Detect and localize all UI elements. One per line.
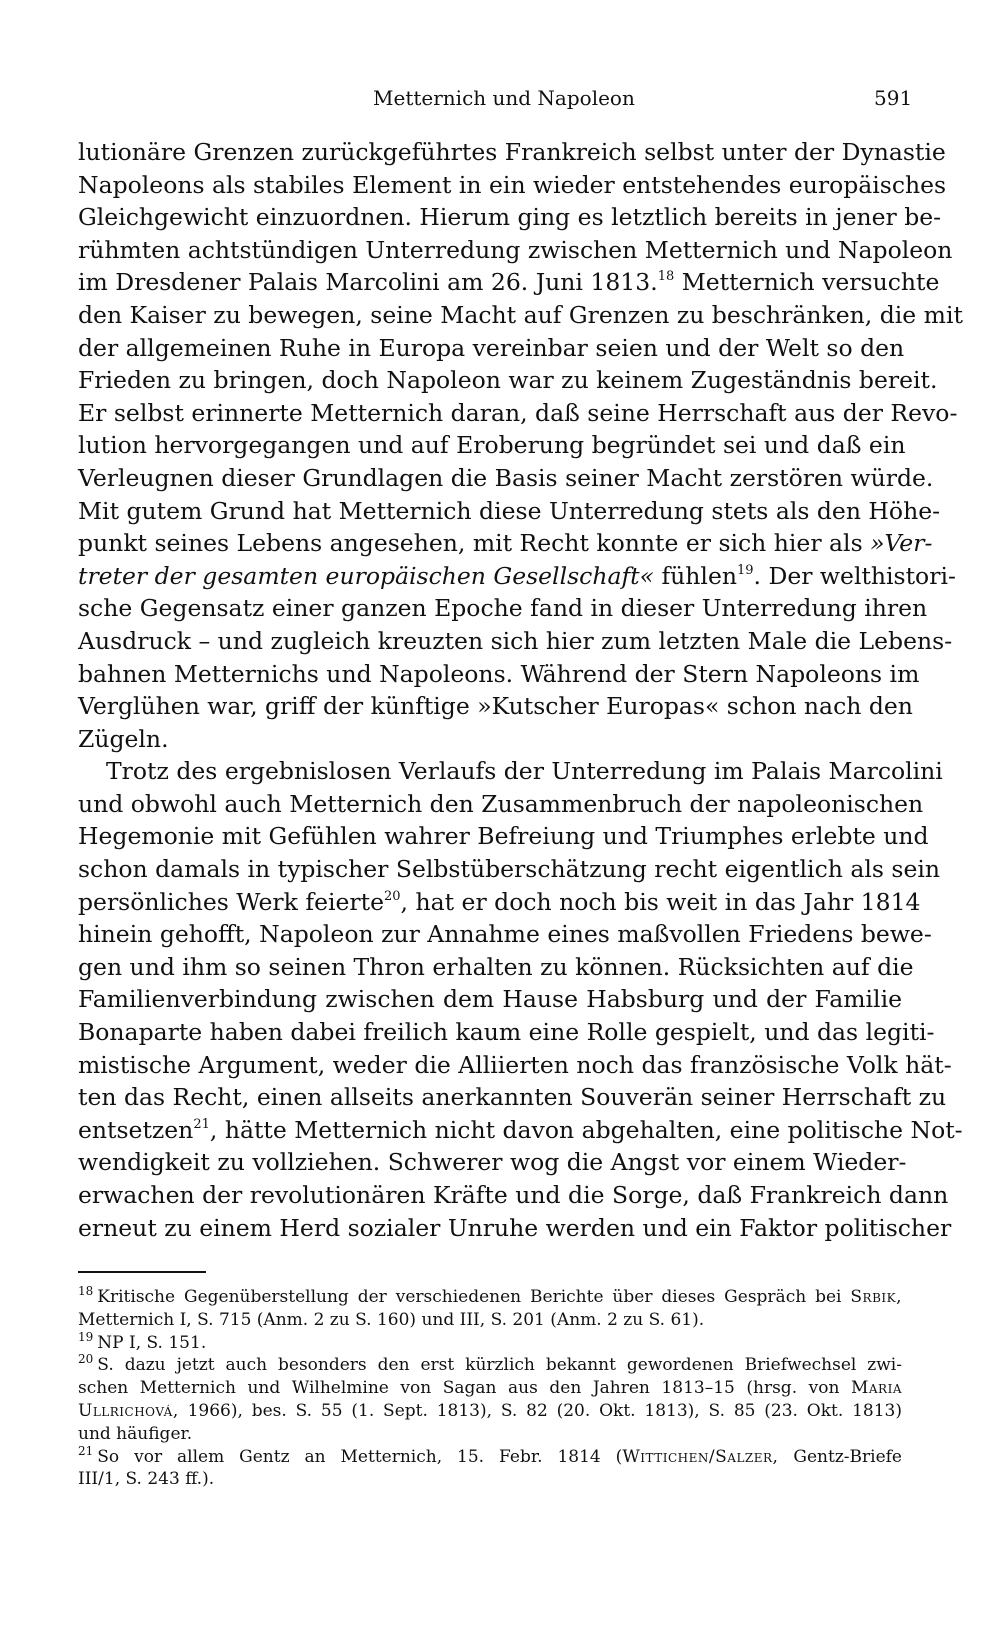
footnote-number: 21 <box>78 1443 94 1458</box>
text-line: sche Gegensatz einer ganzen Epoche fand in dieser Unterredung ihren <box>78 594 928 623</box>
text-line: mistische Argument, weder die Alliierten noch das französische Volk hät- <box>78 1050 952 1079</box>
text-run: fühlen <box>653 561 737 590</box>
text-line: Er selbst erinnerte Metternich daran, daß seine Herrschaft aus der Revo- <box>78 398 958 427</box>
text-line: den Kaiser zu bewegen, seine Macht auf Grenzen zu beschränken, die mit <box>78 300 963 329</box>
italic-text: treter der gesamten europäischen Gesellschaft« <box>78 561 654 590</box>
text-run: entsetzen <box>78 1115 194 1144</box>
footnote-line <box>78 1309 902 1332</box>
text-run: Metternich versuchte <box>674 268 940 297</box>
text-line: ten das Recht, einen allseits anerkannten Souverän seiner Herrschaft zu <box>78 1083 947 1112</box>
text-line: Verglühen war, griff der künftige »Kutscher Europas« schon nach den <box>78 692 913 721</box>
text-line: Mit gutem Grund hat Metternich diese Unterredung stets als den Höhe- <box>78 496 941 525</box>
page-number: 591 <box>874 86 913 110</box>
footnote-rule <box>78 1271 206 1273</box>
text-run: So vor allem Gentz an Metternich, 15. Febr. 1814 ( <box>97 1446 623 1467</box>
running-title: Metternich und Napoleon <box>373 86 635 110</box>
text-line <box>78 527 933 560</box>
text-line <box>78 886 921 919</box>
text-run: 1966), bes. S. 55 (1. Sept. 1813), S. 82 (20. Okt. 1813), S. 85 (23. Okt. 1813) <box>178 1400 902 1421</box>
text-line: wendigkeit zu vollziehen. Schwerer wog die Angst vor einem Wieder- <box>78 1148 907 1177</box>
author-name: Ullrichová, <box>78 1400 179 1421</box>
footnote-line <box>78 1423 902 1446</box>
text-line: Trotz des ergebnislosen Verlaufs der Unterredung im Palais Marcolini <box>106 757 943 786</box>
text-line: Ausdruck – und zugleich kreuzten sich hier zum letzten Male die Lebens- <box>78 626 953 655</box>
text-line: Bonaparte haben dabei freilich kaum eine Rolle gespielt, und das legiti- <box>78 1018 935 1047</box>
text-line: Napoleons als stabiles Element in ein wieder entstehendes europäisches <box>78 170 947 199</box>
footnote-line <box>78 1443 902 1469</box>
body-text <box>78 136 963 1244</box>
author-name: Wittichen/Salzer, <box>622 1446 779 1467</box>
footnote-number: 19 <box>78 1329 94 1344</box>
text-run: NP I, S. 151. <box>97 1332 207 1353</box>
footnote-number: 20 <box>78 1352 94 1367</box>
footnote-ref: 19 <box>736 562 754 578</box>
text-line <box>78 560 956 593</box>
text-run: Kritische Gegenüberstellung der verschiedenen Berichte über dieses Gespräch bei <box>97 1287 851 1307</box>
text-line: Familienverbindung zwischen dem Hause Habsburg und der Familie <box>78 985 902 1014</box>
text-line: hinein gehofft, Napoleon zur Annahme eines maßvollen Friedens bewe- <box>78 920 932 949</box>
text-line: lutionäre Grenzen zurückgeführtes Frankreich selbst unter der Dynastie <box>78 138 946 166</box>
text-run: S. dazu jetzt auch besonders den erst kürzlich bekannt gewordenen Briefwechsel zwi- <box>97 1355 902 1376</box>
running-head <box>0 86 1000 114</box>
text-run: III/1, S. 243 ff.). <box>78 1469 215 1490</box>
text-run: . Der welthistori- <box>753 561 956 590</box>
text-line: bahnen Metternichs und Napoleons. Während der Stern Napoleons im <box>78 659 920 688</box>
text-line: Verleugnen dieser Grundlagen die Basis seiner Macht zerstören würde. <box>78 463 934 492</box>
footnote-ref: 21 <box>193 1116 210 1132</box>
text-run: persönliches Werk feierte <box>78 887 384 916</box>
footnote-line <box>78 1377 902 1400</box>
text-line <box>78 266 940 299</box>
text-line: schon damals in typischer Selbstüberschätzung recht eigentlich als sein <box>78 855 941 884</box>
footnotes <box>78 1286 902 1491</box>
text-run: , hat er doch noch bis weit in das Jahr 1814 <box>400 887 921 916</box>
text-run: punkt seines Lebens angesehen, mit Recht konnte er sich hier als <box>78 529 871 558</box>
footnote-number: 18 <box>78 1284 94 1298</box>
footnote-line <box>78 1286 902 1309</box>
text-line: erwachen der revolutionären Kräfte und die Sorge, daß Frankreich dann <box>78 1181 949 1209</box>
italic-text: »Ver- <box>870 529 933 558</box>
text-line: rühmten achtstündigen Unterredung zwischen Metternich und Napoleon <box>78 235 953 264</box>
text-line: Zügeln. <box>78 724 169 753</box>
text-run: schen Metternich und Wilhelmine von Sagan aus den Jahren 1813–15 (hrsg. von <box>78 1378 851 1399</box>
text-line: Hegemonie mit Gefühlen wahrer Befreiung und Triumphes erlebte und <box>78 822 929 851</box>
text-line: der allgemeinen Ruhe in Europa vereinbar seien und der Welt so den <box>78 333 905 362</box>
footnote-line <box>78 1468 902 1491</box>
footnote-line <box>78 1400 902 1423</box>
text-run: und häufiger. <box>78 1423 193 1444</box>
text-run: Metternich I, S. 715 (Anm. 2 zu S. 160) und III, S. 201 (Anm. 2 zu S. 61). <box>78 1309 705 1330</box>
text-line: gen und ihm so seinen Thron erhalten zu können. Rücksichten auf die <box>78 952 914 981</box>
footnote-line <box>78 1329 902 1355</box>
text-run: im Dresdener Palais Marcolini am 26. Juni 1813. <box>78 268 658 297</box>
text-line: erneut zu einem Herd sozialer Unruhe werden und ein Faktor politischer <box>78 1213 952 1242</box>
author-name: Srbik, <box>850 1287 902 1307</box>
text-line: und obwohl auch Metternich den Zusammenbruch der napoleonischen <box>78 789 924 818</box>
text-run: , hätte Metternich nicht davon abgehalten, eine politische Not- <box>209 1115 963 1144</box>
footnote-ref: 18 <box>657 269 675 285</box>
footnote-line <box>78 1354 902 1377</box>
text-line: Gleichgewicht einzuordnen. Hierum ging es letztlich bereits in jener be- <box>78 203 942 232</box>
text-line <box>78 1114 963 1147</box>
footnote-ref: 20 <box>384 888 401 904</box>
text-run: Gentz-Briefe <box>778 1446 902 1467</box>
text-line: lution hervorgegangen und auf Eroberung begründet sei und daß ein <box>78 431 906 460</box>
author-name: Maria <box>850 1378 902 1399</box>
text-line: Frieden zu bringen, doch Napoleon war zu keinem Zugeständnis bereit. <box>78 366 938 395</box>
